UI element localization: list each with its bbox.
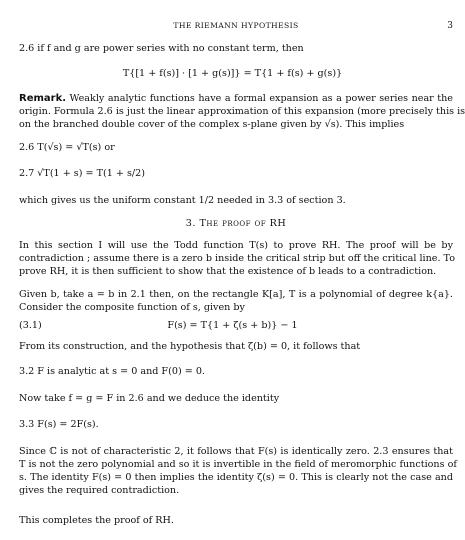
given-para-line-1: Given b, take a = b in 2.1 then, on the rectangle K[a], T is a polynomial of degree k{a}. <box>19 289 453 300</box>
equation-2-7: 2.7 √T(1 + s) = T(1 + s/2) <box>19 168 145 179</box>
equation-3-1-tag: (3.1) <box>19 320 42 331</box>
since-para-line-4: gives the required contradiction. <box>19 485 180 496</box>
statement-3-2: 3.2 F is analytic at s = 0 and F(0) = 0. <box>19 366 205 377</box>
section-para-line-3: prove RH, it is then sufficient to show that the existence of b leads to a contradiction. <box>19 266 437 277</box>
since-para-line-2: T is not the zero polynomial and so it is invertible in the field of meromorphic functions of <box>19 459 457 470</box>
remark-line-1 <box>19 93 453 105</box>
display-equation: T{[1 + f(s)] · [1 + g(s)]} = T{1 + f(s) + g(s)} <box>122 68 343 79</box>
equation-2-6: 2.6 T(√s) = √T(s) or <box>19 142 115 153</box>
uniform-constant-line: which gives us the uniform constant 1/2 needed in 3.3 of section 3. <box>19 195 346 206</box>
running-title: THE RIEMANN HYPOTHESIS <box>173 21 299 30</box>
page-number: 3 <box>447 21 453 31</box>
section-para-line-1: In this section I will use the Todd function T(s) to prove RH. The proof will be by <box>19 240 453 251</box>
now-take-line: Now take f = g = F in 2.6 and we deduce the identity <box>19 393 280 404</box>
remark-line-2: origin. Formula 2.6 is just the linear approximation of this expansion (more precisely this is <box>19 106 465 117</box>
conclusion-line: This completes the proof of RH. <box>19 515 174 526</box>
since-para-line-1: Since ℂ is not of characteristic 2, it follows that F(s) is identically zero. 2.3 ensures that <box>19 446 453 457</box>
since-para-line-3: s. The identity F(s) = 0 then implies the identity ζ(s) = 0. This is clearly not the case and <box>19 472 453 483</box>
construction-line: From its construction, and the hypothesis that ζ(b) = 0, it follows that <box>19 341 361 352</box>
given-para-line-2: Consider the composite function of s, given by <box>19 302 245 313</box>
remark-label: Remark. <box>19 93 67 104</box>
section-para-line-2: contradiction ; assume there is a zero b inside the critical strip but off the critical line. To <box>19 253 455 264</box>
remark-text-1: Weakly analytic functions have a formal expansion as a power series near the <box>69 93 453 104</box>
statement-3-3: 3.3 F(s) = 2F(s). <box>19 419 99 430</box>
equation-3-1: F(s) = T{1 + ζ(s + b)} − 1 <box>167 320 298 331</box>
remark-line-3: on the branched double cover of the complex s-plane given by √s). This implies <box>19 119 405 130</box>
section-title: 3. The proof of RH <box>185 218 287 229</box>
intro-line: 2.6 if f and g are power series with no constant term, then <box>19 43 304 54</box>
